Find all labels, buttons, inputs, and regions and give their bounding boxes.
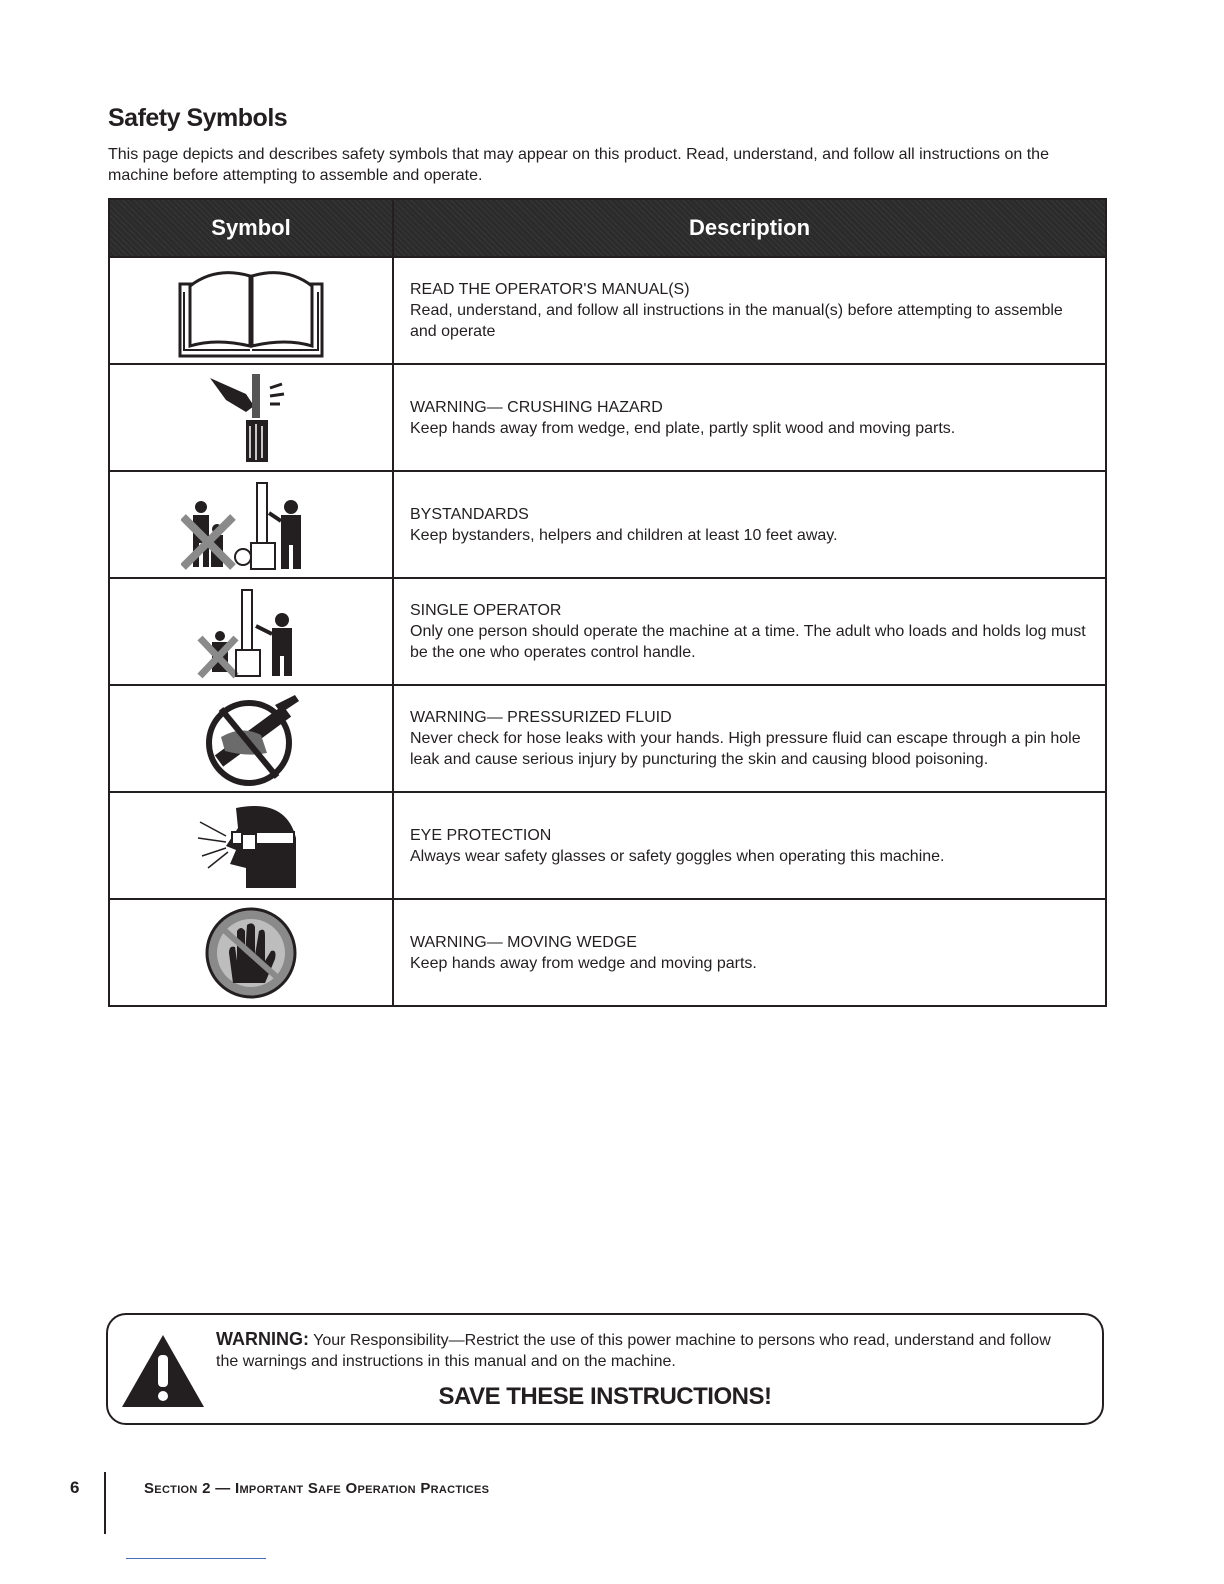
row-text: Keep bystanders, helpers and children at least 10 feet away.: [410, 526, 838, 544]
page-title: Safety Symbols: [108, 104, 288, 132]
row-description: [394, 579, 1105, 684]
warning-box: [106, 1313, 1104, 1425]
row-heading: BYSTANDARDS: [410, 505, 529, 523]
single-operator-icon: [110, 579, 394, 684]
row-heading: WARNING— CRUSHING HAZARD: [410, 398, 663, 416]
row-heading: WARNING— MOVING WEDGE: [410, 933, 637, 951]
warning-label: WARNING:: [216, 1329, 309, 1349]
row-text: Keep hands away from wedge and moving parts.: [410, 954, 757, 972]
row-description: [394, 472, 1105, 577]
row-description: [394, 258, 1105, 363]
row-text: Read, understand, and follow all instructions in the manual(s) before attempting to assemble and operate: [410, 302, 1063, 340]
row-heading: SINGLE OPERATOR: [410, 602, 562, 619]
save-instructions: SAVE THESE INSTRUCTIONS!: [438, 1383, 772, 1410]
row-text: Only one person should operate the machine at a time. The adult who loads and holds log must be the one who operates control handle.: [410, 623, 1086, 661]
moving-wedge-icon: [110, 900, 394, 1005]
header-description: Description: [688, 215, 811, 240]
table-header: [110, 200, 1105, 256]
table-row: [110, 577, 1105, 684]
safety-symbols-table: [108, 198, 1107, 1007]
header-symbol: Symbol: [110, 200, 394, 256]
row-text: Keep hands away from wedge, end plate, partly split wood and moving parts.: [410, 419, 956, 437]
warning-body: Your Responsibility—Restrict the use of this power machine to persons who read, understand and follow the warnings and instructions in this manual and on the machine.: [216, 1332, 1051, 1370]
page-number: 6: [70, 1478, 80, 1497]
row-description: [394, 365, 1105, 470]
pressurized-fluid-icon: [110, 686, 394, 791]
table-row: [110, 256, 1105, 363]
row-description: [394, 793, 1105, 898]
row-description: [394, 900, 1105, 1005]
row-heading: EYE PROTECTION: [410, 826, 552, 844]
crushing-hazard-icon: [110, 365, 394, 470]
section-title: Section 2 — Important Safe Operation Practices: [144, 1480, 490, 1497]
row-text: Never check for hose leaks with your hands. High pressure fluid can escape through a pin hole leak and cause serious injury by puncturing the skin and causing blood poisoning.: [410, 730, 1081, 768]
footer-rule: [126, 1558, 266, 1559]
row-description: [394, 686, 1105, 791]
footer-divider: [104, 1472, 106, 1534]
table-row: [110, 898, 1105, 1005]
warning-text: [216, 1329, 1076, 1372]
table-row: [110, 684, 1105, 791]
intro-paragraph: This page depicts and describes safety symbols that may appear on this product. Read, understand, and follow all instructions on the machine before attempting to assemble and operate.: [108, 146, 1049, 184]
table-row: [110, 470, 1105, 577]
bystanders-icon: [110, 472, 394, 577]
eye-protection-icon: [110, 793, 394, 898]
table-row: [110, 363, 1105, 470]
table-row: [110, 791, 1105, 898]
row-heading: WARNING— PRESSURIZED FLUID: [410, 709, 672, 726]
row-heading: READ THE OPERATOR'S MANUAL(S): [410, 281, 690, 298]
operator-manual-icon: [110, 258, 394, 363]
row-text: Always wear safety glasses or safety goggles when operating this machine.: [410, 847, 945, 865]
